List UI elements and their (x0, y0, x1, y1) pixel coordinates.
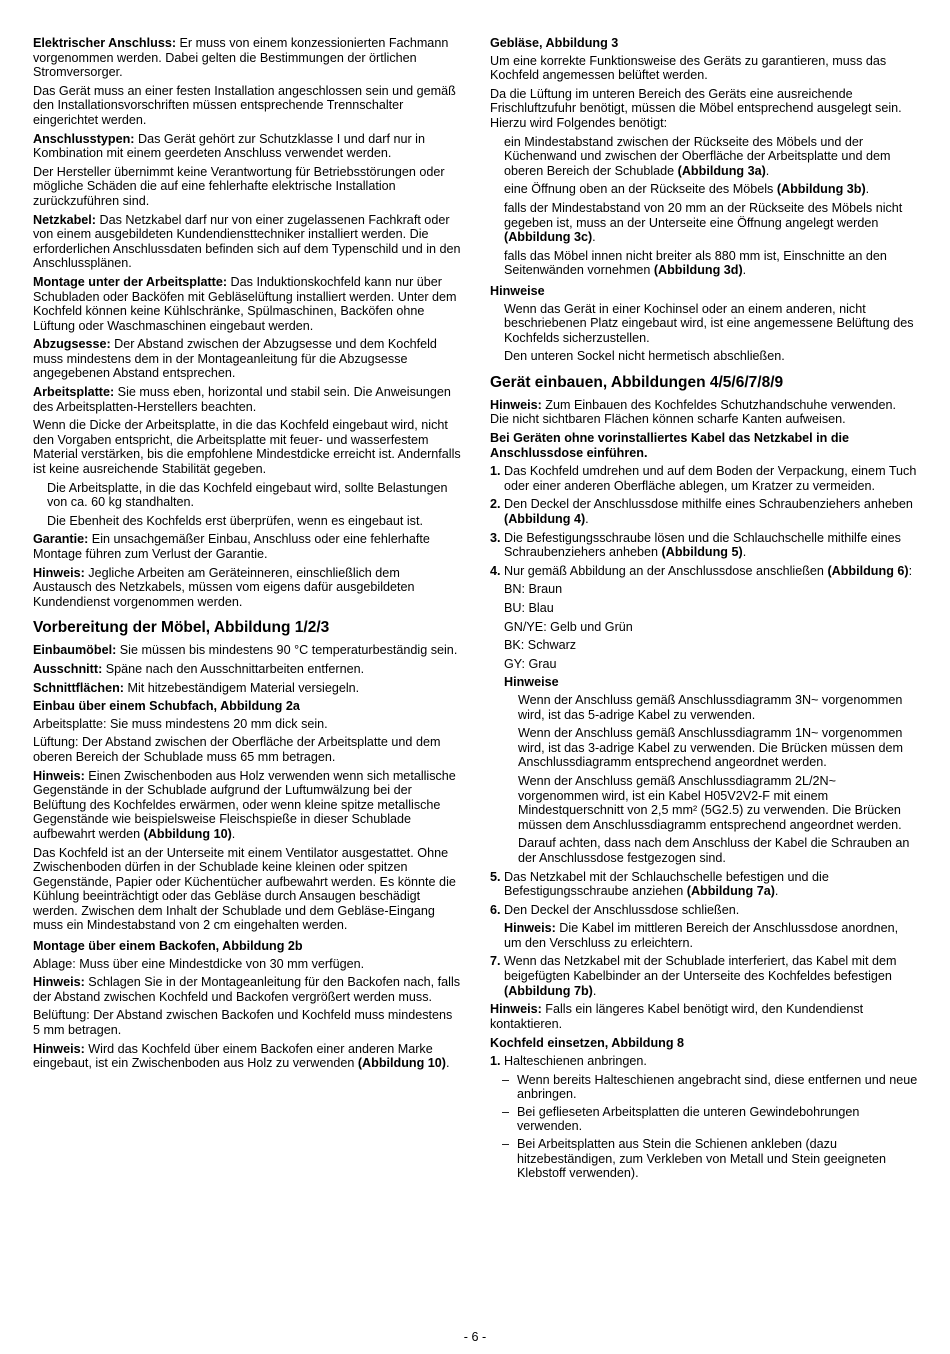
color-code: BU: Blau (504, 601, 554, 615)
paragraph: Hinweis: Zum Einbauen des Kochfeldes Schutzhandschuhe verwenden. Die nicht sichtbaren Flächen können scharfe Kanten aufweisen. (490, 397, 897, 427)
paragraph: Arbeitsplatte: Sie muss mindestens 20 mm dick sein. (33, 716, 328, 731)
paragraph: Bei Geräten ohne vorinstalliertes Kabel das Netzkabel in die Anschlussdose einführen. (490, 431, 850, 460)
list-item: – Bei geflieseten Arbeitsplatten die unteren Gewindebohrungen verwenden. (502, 1104, 860, 1134)
paragraph: Hinweis: Wird das Kochfeld über einem Backofen einer anderen Marke eingebaut, ist ein Zwischenboden aus Holz zu verwenden (Abbildung 10). (33, 1041, 450, 1071)
paragraph: Die Ebenheit des Kochfelds erst überprüfen, wenn es eingebaut ist. (47, 513, 423, 528)
list-item: 4. Nur gemäß Abbildung an der Anschlussdose anschließen (Abbildung 6): (490, 563, 913, 578)
paragraph: Wenn der Anschluss gemäß Anschlussdiagramm 3N~ vorgenommen wird, ist das 5-adrige Kabel zu verwenden. (518, 692, 903, 722)
paragraph: Montage unter der Arbeitsplatte: Das Induktionskochfeld kann nur über Schubladen oder Backöfen mit Gebläselüftung installiert werden. Unter dem Kochfeld können keine Kühlschränke, Spülmaschinen, Backöfen ohne Lüftung oder Waschmaschinen eingebaut werden. (33, 274, 457, 333)
subheading: Gebläse, Abbildung 3 (490, 36, 619, 50)
paragraph: Garantie: Ein unsachgemäßer Einbau, Anschluss oder eine fehlerhafte Montage führen zum Verlust der Garantie. (33, 532, 430, 561)
color-code: BN: Braun (504, 582, 563, 597)
paragraph: Die Arbeitsplatte, in die das Kochfeld eingebaut wird, sollte Belastungen von ca. 60 kg standhalten. (47, 480, 448, 510)
paragraph: Den unteren Sockel nicht hermetisch abschließen. (504, 349, 785, 364)
list-item: 5. Das Netzkabel mit der Schlauchschelle befestigen und die Befestigungsschraube anziehen (Abbildung 7a). (490, 869, 829, 899)
list-item: 3. Die Befestigungsschraube lösen und die Schlauchschelle mithilfe eines Schraubenziehers anheben (Abbildung 5). (490, 530, 901, 560)
list-item: 7. Wenn das Netzkabel mit der Schublade interferiert, das Kabel mit dem beigefügten Kabelbinder an der Unterseite des Kochfeldes befestigen (Abbildung 7b). (490, 954, 897, 998)
paragraph: Elektrischer Anschluss: Er muss von einem konzessionierten Fachmann vorgenommen werden. Dabei gelten die Bestimmungen der örtlichen Stromversorger. (33, 36, 449, 80)
paragraph: Der Hersteller übernimmt keine Verantwortung für Betriebsstörungen oder mögliche Schäden die auf eine fehlerhafte elektrische Installation zurückzuführen sind. (33, 164, 445, 208)
left-column (33, 36, 461, 1075)
paragraph: Wenn der Anschluss gemäß Anschlussdiagramm 2L/2N~ vorgenommen wird, ist ein Kabel H05V2V2-F mit einem Mindestquerschnitt von 2,5 mm² (5G2.5) zu verwenden. Die Brücken müssen dem Anschlussdiagramm entsprechend angeordnet werden. (518, 773, 902, 832)
paragraph: Einbaumöbel: Sie müssen bis mindestens 90 °C temperaturbeständig sein. (33, 643, 458, 658)
paragraph: Darauf achten, dass nach dem Anschluss der Kabel die Schrauben an der Anschlussdose festgezogen sind. (518, 836, 910, 865)
list-item: 1. Halteschienen anbringen. (490, 1054, 647, 1069)
list-item: 6. Den Deckel der Anschlussdose schließen. (490, 902, 740, 917)
list-item: – Bei Arbeitsplatten aus Stein die Schienen ankleben (dazu hitzebeständigen, zum Verkleben von Metall und Stein geeigneten Klebstoff verwenden). (502, 1137, 886, 1181)
paragraph: Hinweis: Einen Zwischenboden aus Holz verwenden wenn sich metallische Gegenstände in der Schublade aufgrund der Luftumwälzung bei der Belüftung des Kochfeldes erwärmen, oder wenn kleine spitze metallische Gegenstände wie beispielsweise Fleischspieße in dieser Schublade aufbewahrt werden (Abbildung 10). (33, 768, 456, 841)
paragraph: Das Kochfeld ist an der Unterseite mit einem Ventilator ausgestattet. Ohne Zwischenboden dürfen in der Schublade keine kleinen oder spitzen Gegenstände, Papier oder Küchentücher aufbewahrt werden. Es könnte die Kühlung beeinträchtigt oder das Gebläse durch Ansaugen beschädigt werden. Zwischen dem Inhalt der Schublade und dem Gebläse-Eingang muss ein Mindestabstand von 2 cm eingehalten werden. (33, 845, 456, 933)
paragraph: Um eine korrekte Funktionsweise des Geräts zu garantieren, muss das Kochfeld angemessen belüftet werden. (490, 53, 887, 83)
right-column (490, 36, 918, 1184)
paragraph: Hinweis: Jegliche Arbeiten am Geräteinneren, einschließlich dem Austausch des Netzkabels, müssen vom eigens dafür ausgebildeten Kundendienst vorgenommen werden. (33, 565, 415, 609)
paragraph: Abzugsesse: Der Abstand zwischen der Abzugsesse und dem Kochfeld muss mindestens dem in der Montageanleitung für die Abzugsesse angegebenen Abstand entsprechen. (33, 337, 437, 381)
color-code: GN/YE: Gelb und Grün (504, 619, 633, 634)
subheading: Hinweise (490, 283, 545, 298)
paragraph: Hinweis: Falls ein längeres Kabel benötigt wird, den Kundendienst kontaktieren. (490, 1002, 864, 1031)
paragraph: Wenn die Dicke der Arbeitsplatte, in die das Kochfeld eingebaut wird, nicht den Vorgaben entspricht, die Arbeitsplatte mit feuer- und wasserfestem Material verstärken, bis die empfohlene Mindestdicke erreicht ist. Andernfalls ist keine ausreichende Stabilität gegeben. (33, 418, 461, 477)
list-item: – Wenn bereits Halteschienen angebracht sind, diese entfernen und neue anbringen. (502, 1072, 918, 1102)
paragraph: Hinweis: Die Kabel im mittleren Bereich der Anschlussdose anordnen, um den Verschluss zu erleichtern. (504, 921, 899, 950)
paragraph: Ablage: Muss über eine Mindestdicke von 30 mm verfügen. (33, 956, 365, 971)
paragraph: Belüftung: Der Abstand zwischen Backofen und Kochfeld muss mindestens 5 mm betragen. (33, 1008, 453, 1038)
paragraph: falls der Mindestabstand von 20 mm an der Rückseite des Möbels nicht gegeben ist, muss an der Unterseite eine Öffnung angelegt werden (Abbildung 3c). (504, 200, 903, 245)
paragraph: Ausschnitt: Späne nach den Ausschnittarbeiten entfernen. (33, 661, 365, 676)
subheading: Hinweise (504, 675, 559, 690)
subheading: Einbau über einem Schubfach, Abbildung 2a (33, 699, 300, 714)
list-item: 2. Den Deckel der Anschlussdose mithilfe eines Schraubenziehers anheben (Abbildung 4). (490, 497, 913, 527)
paragraph: Wenn der Anschluss gemäß Anschlussdiagramm 1N~ vorgenommen wird, ist das 3-adrige Kabel zu verwenden. Die Brücken müssen dem Anschlussdiagramm entsprechend angeordnet werden. (518, 726, 903, 770)
color-code: GY: Grau (504, 656, 557, 671)
paragraph: Arbeitsplatte: Sie muss eben, horizontal und stabil sein. Die Anweisungen des Arbeitsplatten-Herstellers beachten. (33, 385, 451, 414)
section-heading: Vorbereitung der Möbel, Abbildung 1/2/3 (33, 619, 330, 637)
paragraph: Lüftung: Der Abstand zwischen der Oberfläche der Arbeitsplatte und dem oberen Bereich der Schublade muss 65 mm betragen. (33, 735, 441, 764)
paragraph: Da die Lüftung im unteren Bereich des Geräts eine ausreichende Frischluftzufuhr benötigt, müssen die Möbel entsprechend ausgelegt sein. Hierzu wird Folgendes benötigt: (490, 86, 902, 130)
paragraph: Anschlusstypen: Das Gerät gehört zur Schutzklasse I und darf nur in Kombination mit einem geerdeten Anschluss verwendet werden. (33, 131, 425, 161)
paragraph: Hinweis: Schlagen Sie in der Montageanleitung für den Backofen nach, falls der Abstand zwischen Kochfeld und Backofen vergrößert werden muss. (33, 975, 461, 1004)
paragraph: falls das Möbel innen nicht breiter als 880 mm ist, Einschnitte an den Seitenwänden vornehmen (Abbildung 3d). (504, 248, 887, 278)
paragraph: Schnittflächen: Mit hitzebeständigem Material versiegeln. (33, 680, 360, 695)
color-code: BK: Schwarz (504, 638, 577, 653)
paragraph: ein Mindestabstand zwischen der Rückseite des Möbels und der Küchenwand und zwischen der Oberfläche der Arbeitsplatte und dem oberen Bereich der Schublade (Abbildung 3a). (504, 134, 891, 178)
paragraph: Das Gerät muss an einer festen Installation angeschlossen sein und gemäß den Installationsvorschriften müssen entsprechende Trennschalter eingerichtet werden. (33, 83, 456, 127)
page-number: - 6 - (463, 1330, 487, 1344)
paragraph: eine Öffnung oben an der Rückseite des Möbels (Abbildung 3b). (504, 182, 870, 197)
subheading: Kochfeld einsetzen, Abbildung 8 (490, 1036, 685, 1051)
paragraph: Netzkabel: Das Netzkabel darf nur von einer zugelassenen Fachkraft oder von einem ausgebildeten Kundendiensttechniker installiert werden. Die erforderlichen Anschlussdaten befinden sich auf dem Typenschild und in den Anschlussplänen. (33, 212, 461, 271)
list-item: 1. Das Kochfeld umdrehen und auf dem Boden der Verpackung, einem Tuch oder einer anderen Oberfläche ablegen, um Kratzer zu vermeiden. (490, 464, 917, 493)
subheading: Montage über einem Backofen, Abbildung 2b (33, 939, 303, 954)
paragraph: Wenn das Gerät in einer Kochinsel oder an einem anderen, nicht beschriebenen Platz eingebaut wird, ist eine angemessene Belüftung des Kochfelds sicherzustellen. (504, 301, 914, 345)
section-heading: Gerät einbauen, Abbildungen 4/5/6/7/8/9 (490, 373, 784, 391)
